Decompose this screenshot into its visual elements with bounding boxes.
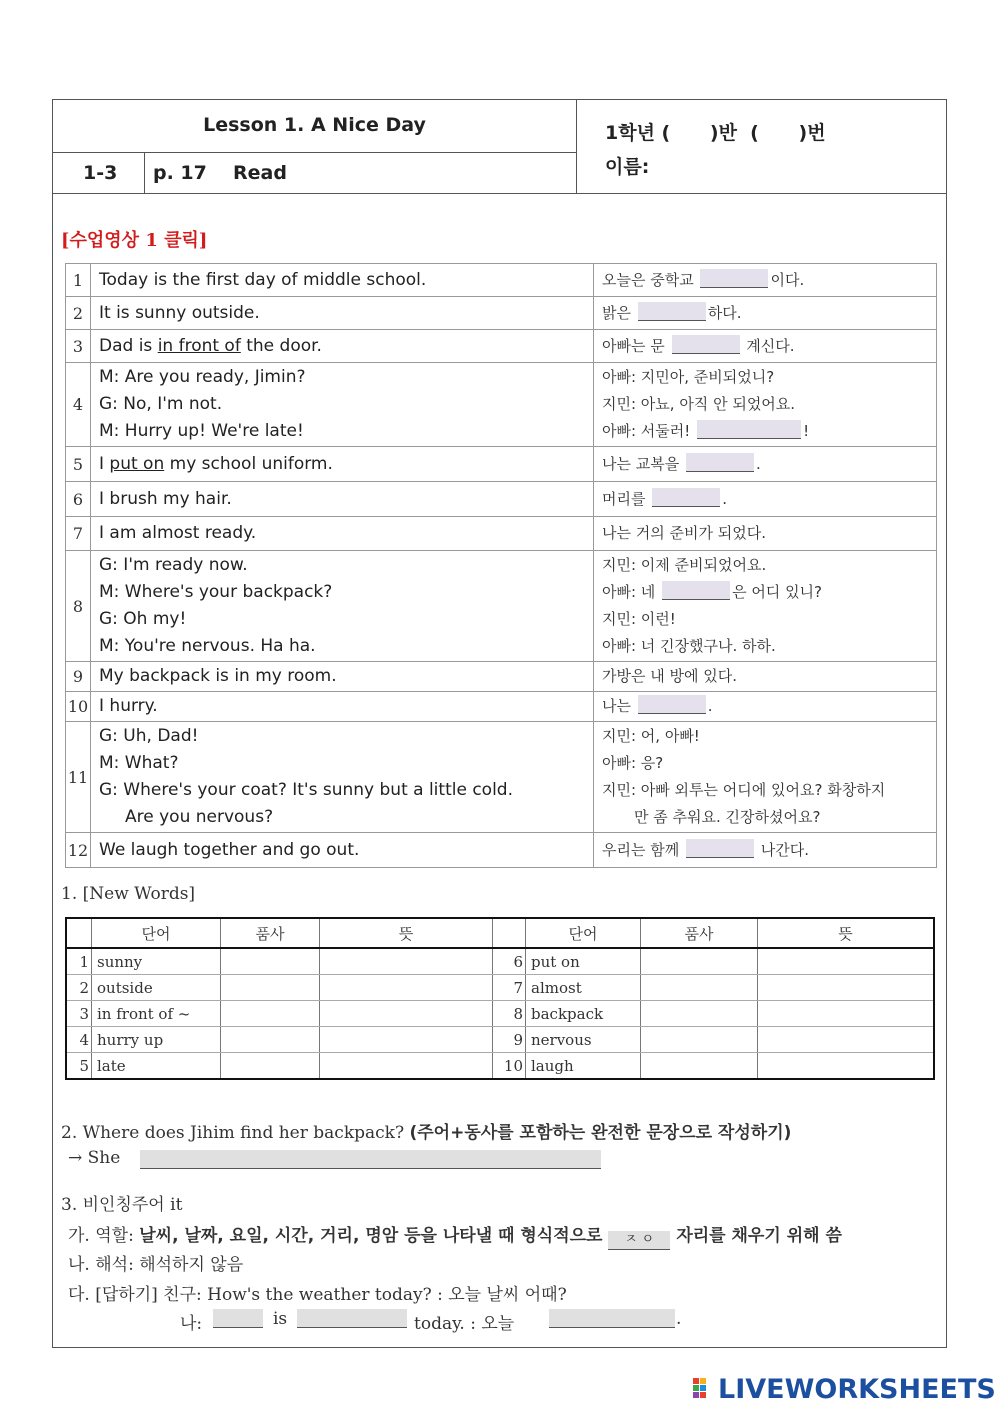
english-sentence: We laugh together and go out. <box>91 833 594 868</box>
korean-translation: 지민: 이제 준비되었어요. 아빠: 네 은 어디 있니? 지민: 이런! 아빠: 너 긴장했구나. 하하. <box>594 551 937 662</box>
korean-translation: 머리를 . <box>594 482 937 517</box>
reading-row <box>66 833 937 868</box>
word: nervous <box>526 1027 641 1053</box>
pos-input[interactable] <box>641 1001 758 1027</box>
row-number: 1 <box>66 264 91 297</box>
reply-korean-input[interactable] <box>549 1309 675 1328</box>
meaning-input[interactable] <box>320 948 493 975</box>
english-sentence: G: Uh, Dad! M: What? G: Where's your coat? It's sunny but a little cold. Are you nervous? <box>91 722 594 833</box>
lesson-title: Lesson 1. A Nice Day <box>203 114 426 136</box>
row-number: 11 <box>66 722 91 833</box>
word-number: 4 <box>66 1027 92 1053</box>
english-sentence: Today is the first day of middle school. <box>91 264 594 297</box>
new-words-table <box>65 917 935 1080</box>
korean-translation: 오늘은 중학교 이다. <box>594 264 937 297</box>
q2-question: 2. Where does Jihim find her backpack? (주어+동사를 포함하는 완전한 문장으로 작성하기) <box>61 1123 792 1143</box>
reading-row <box>66 363 937 447</box>
pos-input[interactable] <box>641 975 758 1001</box>
reading-row <box>66 297 937 330</box>
word-number: 10 <box>493 1053 526 1080</box>
reading-table <box>65 263 937 868</box>
answer-blank-input[interactable] <box>700 269 768 288</box>
word-number: 9 <box>493 1027 526 1053</box>
meaning-input[interactable] <box>320 1027 493 1053</box>
korean-translation: 우리는 함께 나간다. <box>594 833 937 868</box>
korean-translation: 아빠는 문 계신다. <box>594 330 937 363</box>
reading-row <box>66 447 937 482</box>
pos-input[interactable] <box>221 1027 320 1053</box>
word-number: 2 <box>66 975 92 1001</box>
reply-subject-input[interactable] <box>213 1309 263 1328</box>
row-number: 9 <box>66 662 91 692</box>
row-number: 8 <box>66 551 91 662</box>
row-number: 6 <box>66 482 91 517</box>
role-hint-input[interactable]: ㅈ ㅇ <box>608 1231 670 1250</box>
word-row <box>66 1053 934 1080</box>
q3-reply-today: today. : 오늘 <box>414 1314 515 1334</box>
q3-reply-me: 나: <box>180 1314 203 1334</box>
word-row <box>66 975 934 1001</box>
word-number: 3 <box>66 1001 92 1027</box>
meaning-input[interactable] <box>758 1001 935 1027</box>
meaning-input[interactable] <box>758 948 935 975</box>
header-box <box>53 100 946 194</box>
answer-blank-input[interactable] <box>662 581 730 600</box>
liveworksheets-logo: LIVEWORKSHEETS <box>718 1374 996 1405</box>
korean-translation: 밝은 하다. <box>594 297 937 330</box>
grade-class-number: 1학년 ( )반 ( )번 <box>605 122 826 144</box>
word: hurry up <box>92 1027 221 1053</box>
english-sentence: I brush my hair. <box>91 482 594 517</box>
q3-reply-is: is <box>273 1309 288 1329</box>
word-number: 1 <box>66 948 92 975</box>
pos-input[interactable] <box>221 1053 320 1080</box>
word: almost <box>526 975 641 1001</box>
answer-blank-input[interactable] <box>638 695 706 714</box>
word-number: 6 <box>493 948 526 975</box>
row-number: 10 <box>66 692 91 722</box>
q3-interpretation: 나. 해석: 해석하지 않음 <box>68 1255 244 1275</box>
q3-title: 3. 비인칭주어 it <box>61 1195 183 1215</box>
row-number: 2 <box>66 297 91 330</box>
word-number: 7 <box>493 975 526 1001</box>
word: in front of ~ <box>92 1001 221 1027</box>
reading-row <box>66 692 937 722</box>
meaning-input[interactable] <box>758 1053 935 1080</box>
answer-blank-input[interactable] <box>697 420 801 439</box>
reading-row <box>66 264 937 297</box>
col-pos-2: 품사 <box>641 918 758 948</box>
pos-input[interactable] <box>221 948 320 975</box>
q1-title: 1. [New Words] <box>61 884 196 904</box>
row-number: 3 <box>66 330 91 363</box>
video-link[interactable]: [수업영상 1 클릭] <box>61 230 208 251</box>
english-sentence: I hurry. <box>91 692 594 722</box>
korean-translation: 가방은 내 방에 있다. <box>594 662 937 692</box>
col-word: 단어 <box>92 918 221 948</box>
answer-blank-input[interactable] <box>638 302 706 321</box>
word: put on <box>526 948 641 975</box>
english-sentence: My backpack is in my room. <box>91 662 594 692</box>
word: outside <box>92 975 221 1001</box>
meaning-input[interactable] <box>320 1001 493 1027</box>
word-row <box>66 1027 934 1053</box>
reading-row <box>66 722 937 833</box>
pos-input[interactable] <box>641 1027 758 1053</box>
word-number: 8 <box>493 1001 526 1027</box>
pos-input[interactable] <box>641 948 758 975</box>
q3-reply-question: 다. [답하기] 친구: How's the weather today? : 오늘 날씨 어때? <box>68 1285 567 1305</box>
answer-blank-input[interactable] <box>672 335 740 354</box>
answer-blank-input[interactable] <box>686 839 754 858</box>
lesson-page: p. 17 <box>153 162 207 184</box>
row-number: 7 <box>66 517 91 551</box>
word: backpack <box>526 1001 641 1027</box>
korean-translation: 나는 교복을 . <box>594 447 937 482</box>
col-meaning: 뜻 <box>320 918 493 948</box>
word-number: 5 <box>66 1053 92 1080</box>
word-row <box>66 1001 934 1027</box>
reading-row <box>66 551 937 662</box>
korean-translation: 지민: 어, 아빠! 아빠: 응? 지민: 아빠 외투는 어디에 있어요? 화창하지 만 좀 추워요. 긴장하셨어요? <box>594 722 937 833</box>
q3-role: 가. 역할: 날씨, 날짜, 요일, 시간, 거리, 명암 등을 나타낼 때 형식적으로 ㅈ ㅇ 자리를 채우기 위해 씀 <box>68 1221 842 1250</box>
korean-translation: 나는 거의 준비가 되었다. <box>594 517 937 551</box>
lesson-section: Read <box>233 162 287 184</box>
answer-blank-input[interactable] <box>652 488 720 507</box>
q2-answer-prefix: → She <box>68 1148 121 1168</box>
meaning-input[interactable] <box>320 1053 493 1080</box>
reading-row <box>66 662 937 692</box>
lesson-number: 1-3 <box>83 162 118 184</box>
word: laugh <box>526 1053 641 1080</box>
meaning-input[interactable] <box>758 975 935 1001</box>
english-sentence: M: Are you ready, Jimin? G: No, I'm not. M: Hurry up! We're late! <box>91 363 594 447</box>
meaning-input[interactable] <box>320 975 493 1001</box>
english-sentence: G: I'm ready now. M: Where's your backpack? G: Oh my! M: You're nervous. Ha ha. <box>91 551 594 662</box>
liveworksheets-logo-icon <box>693 1378 713 1400</box>
q2-answer-input[interactable] <box>140 1150 601 1169</box>
reading-row <box>66 330 937 363</box>
english-sentence: Dad is in front of the door. <box>91 330 594 363</box>
word: late <box>92 1053 221 1080</box>
meaning-input[interactable] <box>758 1027 935 1053</box>
row-number: 12 <box>66 833 91 868</box>
pos-input[interactable] <box>221 1001 320 1027</box>
name-label: 이름: <box>605 156 650 178</box>
col-word-2: 단어 <box>526 918 641 948</box>
reading-row <box>66 517 937 551</box>
reply-weather-input[interactable] <box>297 1309 407 1328</box>
col-meaning-2: 뜻 <box>758 918 935 948</box>
english-sentence: I am almost ready. <box>91 517 594 551</box>
pos-input[interactable] <box>221 975 320 1001</box>
answer-blank-input[interactable] <box>686 453 754 472</box>
pos-input[interactable] <box>641 1053 758 1080</box>
reading-row <box>66 482 937 517</box>
korean-translation: 나는 . <box>594 692 937 722</box>
word-row <box>66 948 934 975</box>
row-number: 4 <box>66 363 91 447</box>
english-sentence: I put on my school uniform. <box>91 447 594 482</box>
row-number: 5 <box>66 447 91 482</box>
word: sunny <box>92 948 221 975</box>
korean-translation: 아빠: 지민아, 준비되었니? 지민: 아뇨, 아직 안 되었어요. 아빠: 서둘러! ! <box>594 363 937 447</box>
col-pos: 품사 <box>221 918 320 948</box>
english-sentence: It is sunny outside. <box>91 297 594 330</box>
